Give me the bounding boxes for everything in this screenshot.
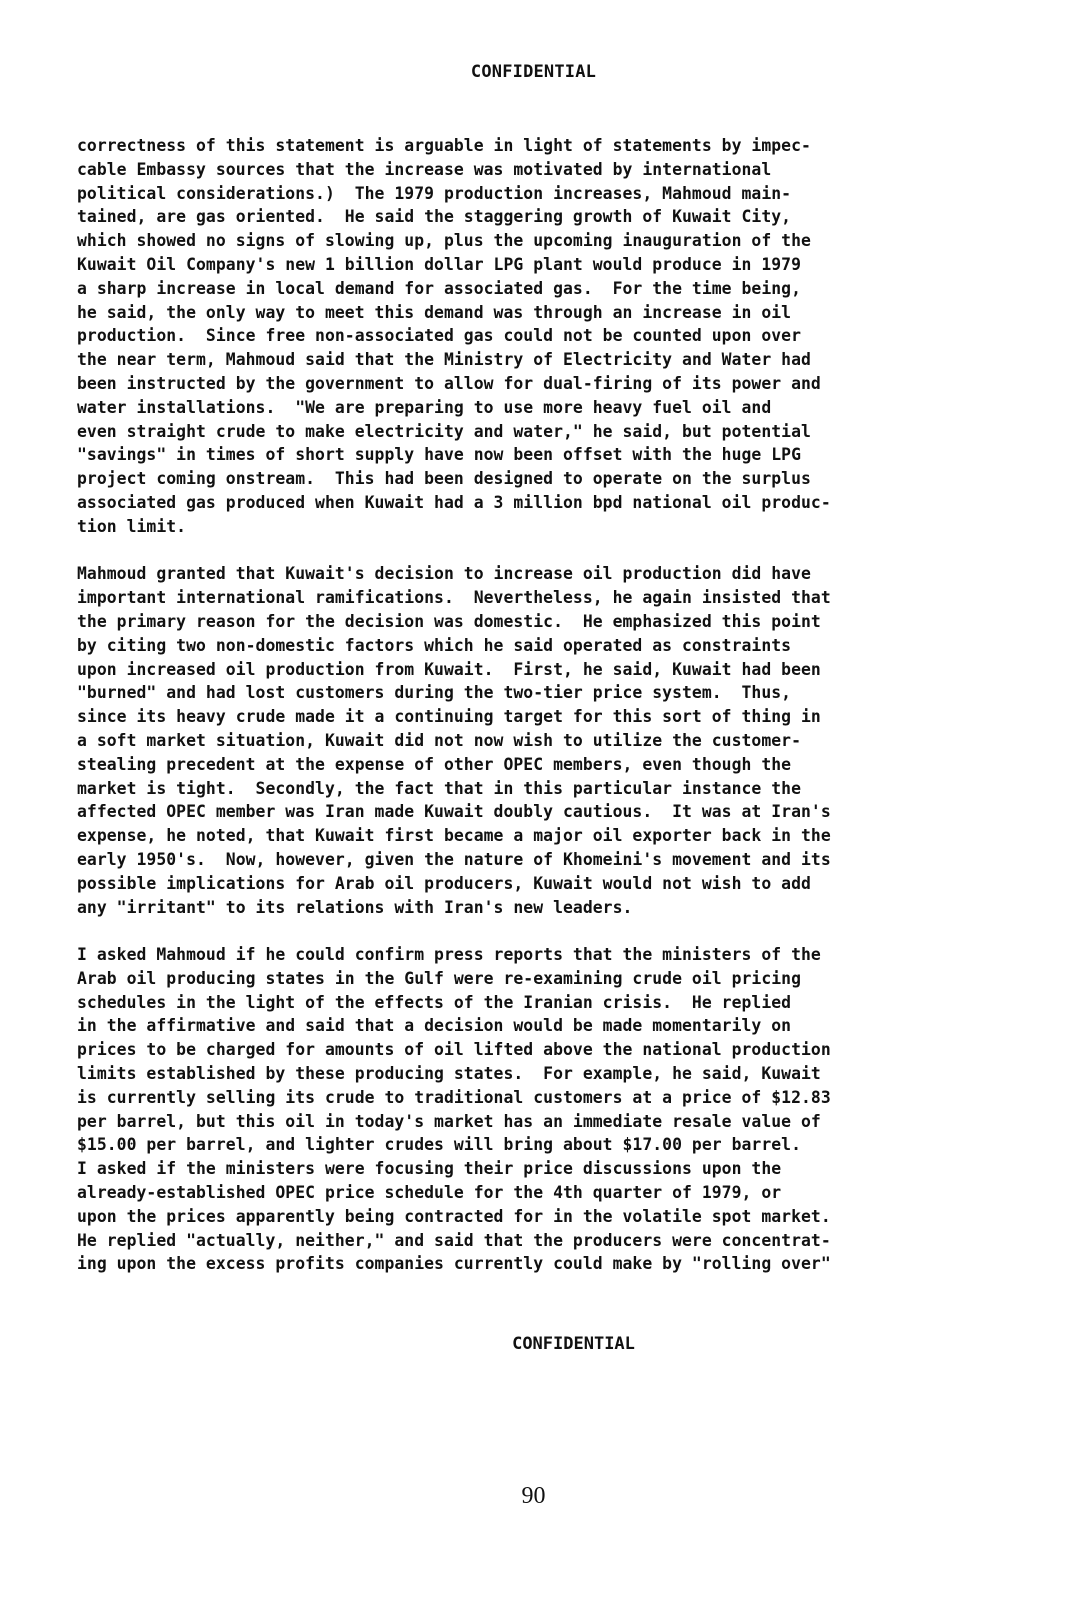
text-line: I asked Mahmoud if he could confirm press reports that the ministers of the xyxy=(77,945,821,965)
text-line: even straight crude to make electricity and water," he said, but potential xyxy=(77,421,811,441)
text-line: already-established OPEC price schedule for the 4th quarter of 1979, or xyxy=(77,1183,782,1203)
text-line: "burned" and had lost customers during the two-tier price system. Thus, xyxy=(77,683,792,703)
text-line: I asked if the ministers were focusing their price discussions upon the xyxy=(77,1159,782,1179)
text-line: limits established by these producing states. For example, he said, Kuwait xyxy=(77,1064,821,1084)
text-line: correctness of this statement is arguable in light of statements by impec- xyxy=(77,136,811,155)
footer-classification: CONFIDENTIAL xyxy=(512,1334,635,1354)
text-line: market is tight. Secondly, the fact that in this particular instance the xyxy=(77,778,802,798)
text-line: Arab oil producing states in the Gulf were re-examining crude oil pricing xyxy=(77,968,802,988)
text-line: political considerations.) The 1979 production increases, Mahmoud main- xyxy=(77,183,792,203)
text-line: since its heavy crude made it a continuing target for this sort of thing in xyxy=(77,707,821,727)
text-line: stealing precedent at the expense of other OPEC members, even though the xyxy=(77,754,792,774)
text-line: by citing two non-domestic factors which he said operated as constraints xyxy=(77,635,792,655)
text-line: schedules in the light of the effects of the Iranian crisis. He replied xyxy=(77,992,792,1012)
text-line: possible implications for Arab oil producers, Kuwait would not wish to add xyxy=(77,873,811,893)
text-line: in the affirmative and said that a decision would be made momentarily on xyxy=(77,1016,792,1036)
text-line: affected OPEC member was Iran made Kuwait doubly cautious. It was at Iran's xyxy=(77,802,831,822)
paragraph-1 xyxy=(77,134,997,539)
text-line: a soft market situation, Kuwait did not now wish to utilize the customer- xyxy=(77,730,802,750)
page-number: 90 xyxy=(521,1483,546,1509)
text-line: cable Embassy sources that the increase was motivated by international xyxy=(77,159,772,179)
text-line: important international ramifications. Nevertheless, he again insisted that xyxy=(77,588,831,608)
header-classification: CONFIDENTIAL xyxy=(470,62,597,82)
text-line: upon the prices apparently being contracted for in the volatile spot market. xyxy=(77,1206,831,1226)
text-line: he said, the only way to meet this demand was through an increase in oil xyxy=(77,302,792,322)
text-line: Kuwait Oil Company's new 1 billion dollar LPG plant would produce in 1979 xyxy=(77,254,802,274)
text-line: per barrel, but this oil in today's market has an immediate resale value of xyxy=(77,1111,821,1131)
text-line: prices to be charged for amounts of oil lifted above the national production xyxy=(77,1040,831,1060)
text-line: the primary reason for the decision was domestic. He emphasized this point xyxy=(77,611,821,631)
text-line: tion limit. xyxy=(77,516,187,536)
text-line: upon increased oil production from Kuwait. First, he said, Kuwait had been xyxy=(77,659,821,679)
text-line: associated gas produced when Kuwait had a 3 million bpd national oil produc- xyxy=(77,492,831,512)
text-line: which showed no signs of slowing up, plus the upcoming inauguration of the xyxy=(77,231,811,251)
text-line: a sharp increase in local demand for associated gas. For the time being, xyxy=(77,278,802,298)
text-line: project coming onstream. This had been designed to operate on the surplus xyxy=(77,469,811,489)
body-text xyxy=(77,134,997,1276)
text-line: $15.00 per barrel, and lighter crudes will bring about $17.00 per barrel. xyxy=(77,1135,802,1155)
text-line: ing upon the excess profits companies currently could make by "rolling over" xyxy=(77,1254,831,1274)
text-line: Mahmoud granted that Kuwait's decision to increase oil production did have xyxy=(77,564,811,584)
text-line: He replied "actually, neither," and said that the producers were concentrat- xyxy=(77,1230,831,1250)
paragraph-3 xyxy=(77,943,997,1276)
text-line: any "irritant" to its relations with Iran's new leaders. xyxy=(77,897,633,917)
text-line: "savings" in times of short supply have now been offset with the huge LPG xyxy=(77,445,802,465)
text-line: is currently selling its crude to traditional customers at a price of $12.83 xyxy=(77,1087,831,1107)
text-line: water installations. "We are preparing to use more heavy fuel oil and xyxy=(77,397,772,417)
text-line: been instructed by the government to allow for dual-firing of its power and xyxy=(77,373,821,393)
paragraph-2 xyxy=(77,562,997,919)
text-line: the near term, Mahmoud said that the Ministry of Electricity and Water had xyxy=(77,350,811,370)
text-line: early 1950's. Now, however, given the nature of Khomeini's movement and its xyxy=(77,849,831,869)
text-line: expense, he noted, that Kuwait first became a major oil exporter back in the xyxy=(77,826,831,846)
text-line: production. Since free non-associated gas could not be counted upon over xyxy=(77,326,802,346)
text-line: tained, are gas oriented. He said the staggering growth of Kuwait City, xyxy=(77,207,792,227)
